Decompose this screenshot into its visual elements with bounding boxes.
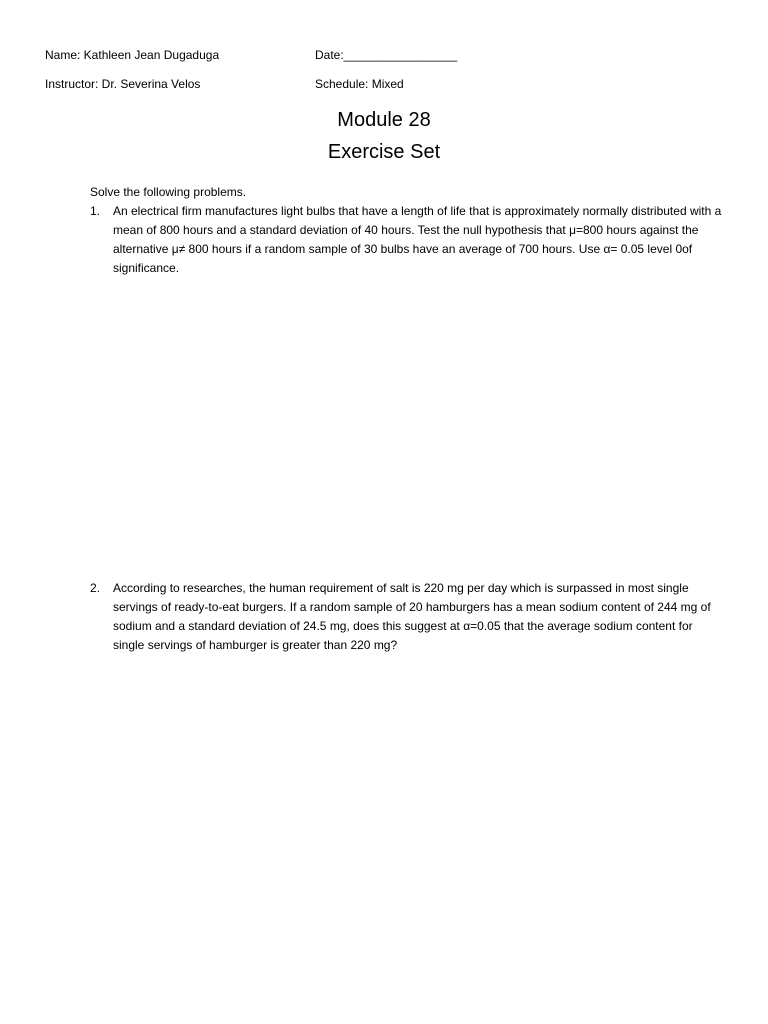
student-name: Name: Kathleen Jean Dugaduga (45, 48, 220, 62)
header-row-1 (45, 48, 745, 64)
instructions: Solve the following problems. (90, 185, 247, 199)
problem-text: An electrical firm manufactures light bulbs that have a length of life that is approximately normally distributed with a mean of 800 hours and a standard deviation of 40 hours. Test the null hypothesis that μ=800 hours against the alternative μ≠ 800 hours if a random sample of 30 bulbs have an average of 700 hours. Use α= 0.05 level 0of significance. (113, 204, 722, 275)
date-field: Date:_________________ (315, 48, 458, 62)
problem-number: 1. (90, 204, 101, 218)
problem-text: According to researches, the human requirement of salt is 220 mg per day which is surpassed in most single servings of ready-to-eat burgers. If a random sample of 20 hamburgers has a mean sodium content of 244 mg of sodium and a standard deviation of 24.5 mg, does this suggest at α=0.05 that the average sodium content for single servings of hamburger is greater than 220 mg? (113, 581, 711, 652)
header-row-2 (45, 77, 745, 93)
schedule: Schedule: Mixed (315, 77, 404, 91)
exercise-set-title: Exercise Set (327, 141, 441, 163)
instructor-name: Instructor: Dr. Severina Velos (45, 77, 201, 91)
problem-number: 2. (90, 581, 101, 595)
module-title: Module 28 (337, 109, 431, 131)
